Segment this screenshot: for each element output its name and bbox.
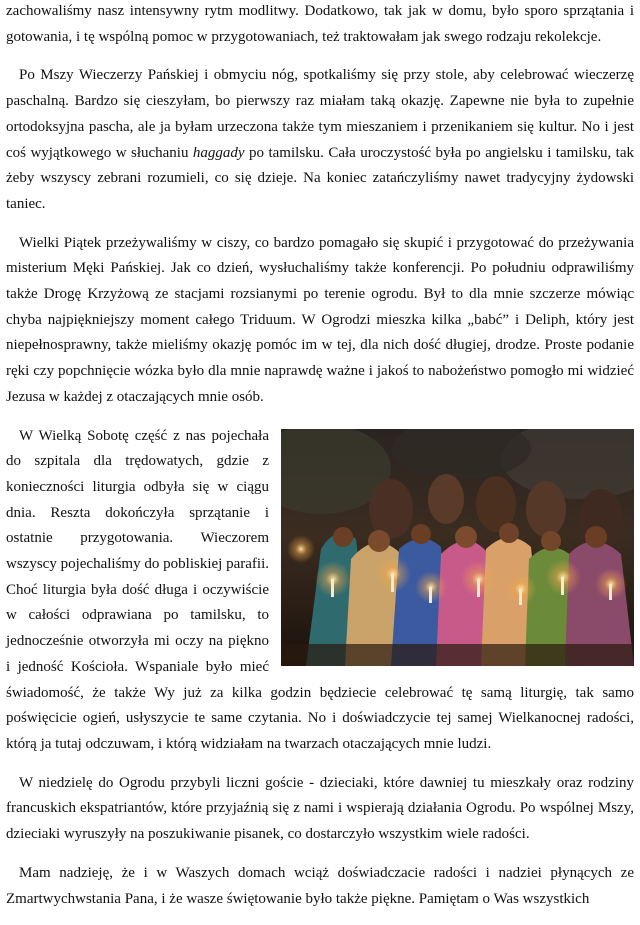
document-page — [6, 0, 634, 925]
paragraph-holy-thursday-text-a: Po Mszy Wieczerzy Pańskiej i obmyciu nóg, spotkaliśmy się przy stole, aby celebrować wieczerzę paschalną. Bardzo się cieszyłam, bo pierwszy raz miałam taką okazję. Zapewne nie była to zupełnie ortodoksyjna pascha, ale ja byłam urzeczona także tym mieszaniem i przenikaniem się kultur. No i jest coś wyjątkowego w słuchaniu — [6, 67, 634, 161]
paragraph-holy-thursday — [6, 63, 634, 217]
paragraph-closing: Mam nadzieję, że i w Waszych domach wciąż doświadczacie radości i nadziei płynących ze Zmartwychwstania Pana, i że wasze świętowanie było także piękne. Pamiętam o Was wszystkich — [6, 864, 634, 907]
easter-vigil-candle-photo — [281, 429, 634, 666]
paragraph-easter-sunday: W niedzielę do Ogrodu przybyli liczni goście - dzieciaki, które dawniej tu mieszkały oraz rodziny francuskich ekspatriantów, które przyjaźnią się z nami i wspierają działania Ogrodu. Po wspólnej Mszy, dzieciaki wyruszyły na poszukiwanie pisanek, co dostarczyło wszystkim wiele radości. — [6, 774, 634, 843]
paragraph-holy-thursday-text-b: po tamilsku. Cała uroczystość była po angielsku i tamilsku, tak żeby wszyscy zebrani rozumieli, co się dzieje. Na koniec zatańczyliśmy nawet tradycyjny żydowski taniec. — [6, 144, 634, 212]
paragraph-good-friday: Wielki Piątek przeżywaliśmy w ciszy, co bardzo pomagało się skupić i przygotować do przeżywania misterium Męki Pańskiej. Jak co dzień, wysłuchaliśmy także konferencji. Po południu odprawiliśmy także Drogę Krzyżową ze stacjami rozsianymi po terenie ogrodu. Był to dla mnie szczerze mówiąc chyba najpiękniejszy moment całego Triduum. W Ogrodzi mieszka kilka „babć” i Deliph, który jest niepełnosprawny, także mieliśmy okazję pomóc im w tej, dla nich dość długiej, drodze. Proste podanie ręki czy popchnięcie wózka było dla mnie naprawdę ważne i jakoś to nabożeństwo pomogło mi widzieć Jezusa w każdej z otaczających mnie osób. — [6, 234, 634, 405]
paragraph-holy-saturday: W Wielką Sobotę część z nas pojechała do szpitala dla trędowatych, gdzie z konieczności liturgia odbyła się w ciągu dnia. Reszta dokończyła sprzątanie i ostatnie przygotowania. Wieczorem wszyscy pojechaliśmy do pobliskiej parafii. Choć liturgia była dość długa i oczywiście w całości odprawiana po tamilsku, to jednocześnie otworzyła mi oczy na piękno i jedność Kościoła. Wspaniale było mieć świadomość, że także Wy już za kilka godzin będziecie celebrować tę samą liturgię, tak samo poświęcicie ogień, usłyszycie te same czytania. No i doświadczycie tej samej Wielkanocnej radości, którą ja tutaj odczuwam, i którą widziałam na twarzach otaczających mnie ludzi. — [6, 427, 634, 752]
paragraph-prayer-routine: zachowaliśmy nasz intensywny rytm modlitwy. Dodatkowo, tak jak w domu, było sporo sprzątania i gotowania, i tę wspólną pomoc w przygotowaniach, też traktowałam jak swego rodzaju rekolekcje. — [6, 3, 634, 45]
haggada-term: haggady — [192, 144, 245, 161]
